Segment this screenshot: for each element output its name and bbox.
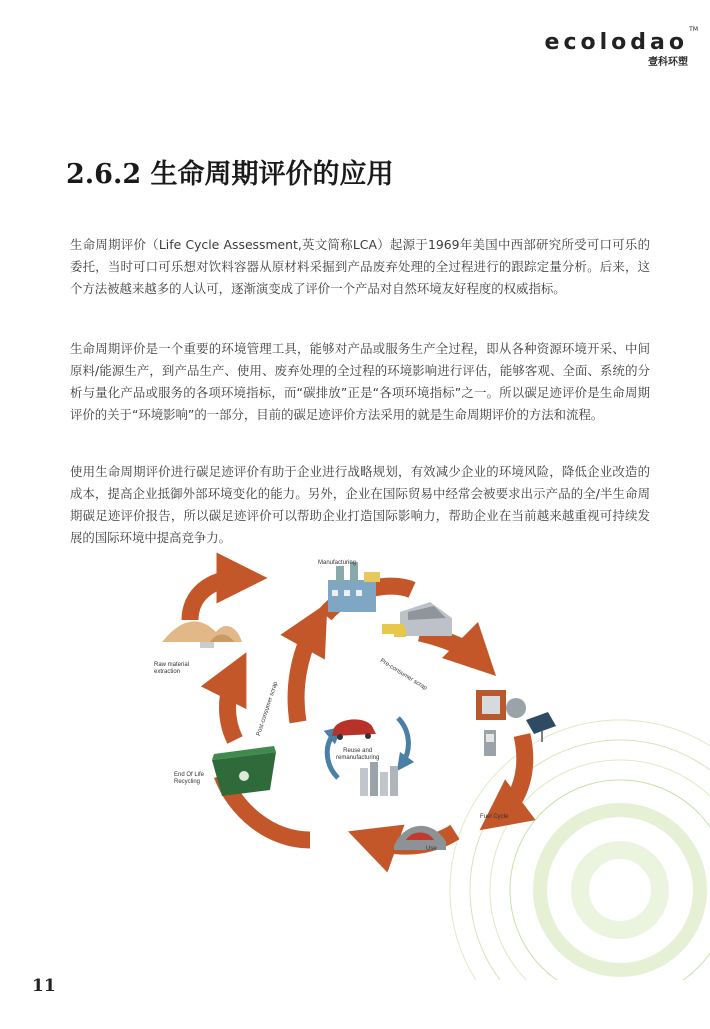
sand-pile-icon xyxy=(162,621,242,648)
warehouse-icon xyxy=(382,602,452,637)
label-raw-material xyxy=(154,662,189,676)
paragraph-lca-tool: 生命周期评价是一个重要的环境管理工具，能够对产品或服务生产全过程，即从各种资源环境开采、中间原料/能源生产，到产品生产、使用、废弃处理的全过程的环境影响进行评估，能够客观、全面、系统的分析与量化产品或服务的各项环境指标，而“碳排放”正是“各项环境指标”之一。所以碳足迹评价是生命周期评价的关于“环境影响”的一部分，目前的碳足迹评价方法采用的就是生命周期评价的方法和流程。 xyxy=(70,341,650,422)
logo-wordmark-text: ecolodao xyxy=(544,30,688,55)
decorative-green-arcs xyxy=(450,720,710,980)
label-post-consumer-scrap: Post-consumer scrap xyxy=(256,681,280,737)
logo-wordmark xyxy=(544,26,698,55)
use-car-road-icon xyxy=(394,826,446,850)
label-raw-line1: Raw material xyxy=(154,662,190,668)
brand-logo xyxy=(544,26,698,68)
cycle-arrow-to-fuel xyxy=(500,735,525,815)
label-manufacturing: Manufacturing xyxy=(318,560,357,566)
lifecycle-diagram xyxy=(150,550,710,980)
raw-side-arrow xyxy=(190,578,242,620)
label-fuel-cycle: Fuel Cycle xyxy=(480,814,509,820)
reuse-arrow-right xyxy=(398,718,408,764)
recycling-plant-icon xyxy=(360,762,398,796)
label-reuse-line2: remanufacturing xyxy=(336,755,380,761)
cycle-arrow-raw-to-manufacturing xyxy=(296,625,315,722)
paragraph-lca-benefits: 使用生命周期评价进行碳足迹评价有助于企业进行战略规划，有效减少企业的环境风险，降低企业改造的成本，提高企业抵御外部环境变化的能力。另外，企业在国际贸易中经常会被要求出示产品的全/半生命周期碳足迹评价报告，所以碳足迹评价可以帮助企业打造国际影响力，帮助企业在当前越来越重视可持续发展的国际环境中提高竞争力。 xyxy=(70,464,650,545)
section-title: 2.6.2 生命周期评价的应用 xyxy=(66,159,394,190)
label-eol-line1: End Of Life xyxy=(174,772,205,778)
outer-cycle-arrows xyxy=(190,578,525,846)
label-use: Use xyxy=(426,846,437,852)
label-end-of-life xyxy=(174,772,204,786)
label-raw-line2: extraction xyxy=(154,669,181,675)
label-eol-line2: Recycling xyxy=(174,779,201,785)
paragraph-lca-origin: 生命周期评价（Life Cycle Assessment,英文简称LCA）起源于1969年美国中西部研究所受可口可乐的委托，当时可口可乐想对饮料容器从原材料采掘到产品废弃处理的全过程进行的跟踪定量分析。后来，这个方法被越来越多的人认可，逐渐演变成了评价一个产品对自然环境友好程度的权威指标。 xyxy=(70,237,650,296)
lifecycle-diagram-graphic xyxy=(150,550,710,980)
page-number: 11 xyxy=(32,976,56,996)
factory-icon xyxy=(328,562,380,612)
reuse-car-icon xyxy=(332,719,376,740)
label-pre-consumer-scrap: Pre-consumer scrap xyxy=(378,658,428,692)
cycle-arrow-eol-up xyxy=(228,675,236,740)
cycle-arrow-to-scrap xyxy=(420,633,478,658)
logo-subtitle: 壹科环塑 xyxy=(648,57,688,68)
recycling-bin-icon xyxy=(212,746,276,796)
logo-tm: TM xyxy=(689,26,698,33)
label-reuse xyxy=(336,748,379,762)
label-reuse-line1: Reuse and xyxy=(343,748,373,754)
